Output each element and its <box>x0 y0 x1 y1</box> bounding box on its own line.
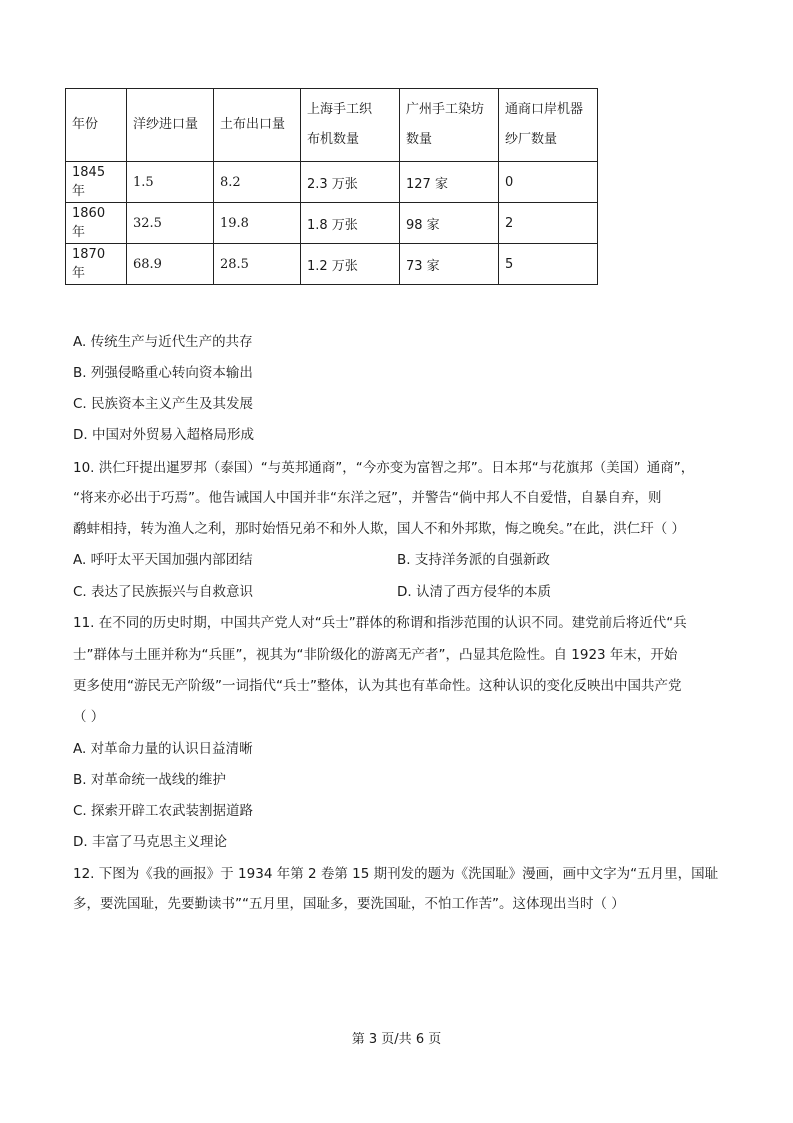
header-shanghai-looms <box>301 89 400 162</box>
header-text: 通商口岸机器 <box>505 102 584 117</box>
table-cell: 19.8 <box>214 203 301 244</box>
q10-stem-line: 10. 洪仁玕提出暹罗邦（泰国）“与英邦通商”，“今亦变为富智之邦”。日本邦“与花旗邦（美国）通商”， <box>73 460 695 476</box>
header-text: 土布出口量 <box>220 117 286 132</box>
table-cell: 8.2 <box>214 162 301 203</box>
q11-option-b[interactable]: B. 对革命统一战线的维护 <box>73 772 226 788</box>
table-row <box>66 244 598 285</box>
table-cell: 5 <box>499 244 598 285</box>
q10-stem-line: 鹬蚌相持，转为渔人之利，那时始悟兄弟不和外人欺，国人不和外邦欺，悔之晚矣。”在此，洪仁玕（ ） <box>73 521 686 537</box>
q10-option-a[interactable]: A. 呼吁太平天国加强内部团结 <box>73 552 253 568</box>
header-text: 布机数量 <box>307 132 360 147</box>
table-header-row <box>66 89 598 162</box>
q10-stem-line: “将来亦必出于巧焉”。他告诫国人中国并非“东洋之冠”，并警告“倘中邦人不自爱惜，自暴自弃，则 <box>73 490 662 506</box>
header-year <box>66 89 127 162</box>
q10-option-b[interactable]: B. 支持洋务派的自强新政 <box>397 552 550 568</box>
trade-data-table <box>65 88 598 285</box>
table-cell: 1860 年 <box>66 203 127 244</box>
q10-option-c[interactable]: C. 表达了民族振兴与自救意识 <box>73 584 254 600</box>
header-yarn-import <box>127 89 214 162</box>
q11-stem-line: 士”群体与土匪并称为“兵匪”，视其为“非阶级化的游离无产者”，凸显其危险性。自 1923 年末，开始 <box>73 647 678 663</box>
header-text: 数量 <box>406 132 433 147</box>
table-cell: 0 <box>499 162 598 203</box>
table-cell: 127 家 <box>400 162 499 203</box>
table-cell: 68.9 <box>127 244 214 285</box>
table-cell: 1870 年 <box>66 244 127 285</box>
header-spinning-mills <box>499 89 598 162</box>
table-cell: 1.2 万张 <box>301 244 400 285</box>
q9-option-d[interactable]: D. 中国对外贸易入超格局形成 <box>73 427 254 443</box>
page-footer: 第 3 页/共 6 页 <box>351 1032 442 1047</box>
q10-option-d[interactable]: D. 认清了西方侵华的本质 <box>397 584 551 600</box>
q11-option-a[interactable]: A. 对革命力量的认识日益清晰 <box>73 741 253 757</box>
header-text: 年份 <box>72 117 99 132</box>
q12-stem-line: 12. 下图为《我的画报》于 1934 年第 2 卷第 15 期刊发的题为《洗国耻》漫画，画中文字为“五月里，国耻 <box>73 866 719 882</box>
header-text: 广州手工染坊 <box>406 102 485 117</box>
table-cell: 1845 年 <box>66 162 127 203</box>
header-text: 上海手工织 <box>307 102 373 117</box>
table-cell: 2.3 万张 <box>301 162 400 203</box>
q11-option-c[interactable]: C. 探索开辟工农武装割据道路 <box>73 803 254 819</box>
q9-option-c[interactable]: C. 民族资本主义产生及其发展 <box>73 396 254 412</box>
q12-stem-line: 多，要洗国耻，先要勤读书”“五月里，国耻多，要洗国耻，不怕工作苦”。这体现出当时（ ） <box>73 896 625 912</box>
table-row <box>66 203 598 244</box>
q11-stem-line: 11. 在不同的历史时期，中国共产党人对“兵士”群体的称谓和指涉范围的认识不同。建党前后将近代“兵 <box>73 615 687 631</box>
q11-stem-line: 更多使用“游民无产阶级”一词指代“兵士”整体，认为其也有革命性。这种认识的变化反映出中国共产党 <box>73 678 682 694</box>
header-text: 洋纱进口量 <box>133 117 199 132</box>
q11-option-d[interactable]: D. 丰富了马克思主义理论 <box>73 834 227 850</box>
table-cell: 73 家 <box>400 244 499 285</box>
table-cell: 28.5 <box>214 244 301 285</box>
q9-option-a[interactable]: A. 传统生产与近代生产的共存 <box>73 334 253 350</box>
table-cell: 32.5 <box>127 203 214 244</box>
header-guangzhou-dyehouses <box>400 89 499 162</box>
header-text: 纱厂数量 <box>505 132 558 147</box>
table-cell: 1.5 <box>127 162 214 203</box>
q9-option-b[interactable]: B. 列强侵略重心转向资本输出 <box>73 365 253 381</box>
table-cell: 98 家 <box>400 203 499 244</box>
table-cell: 1.8 万张 <box>301 203 400 244</box>
table-row <box>66 162 598 203</box>
table-cell: 2 <box>499 203 598 244</box>
q11-answer-bracket: （ ） <box>73 709 105 725</box>
header-cloth-export <box>214 89 301 162</box>
